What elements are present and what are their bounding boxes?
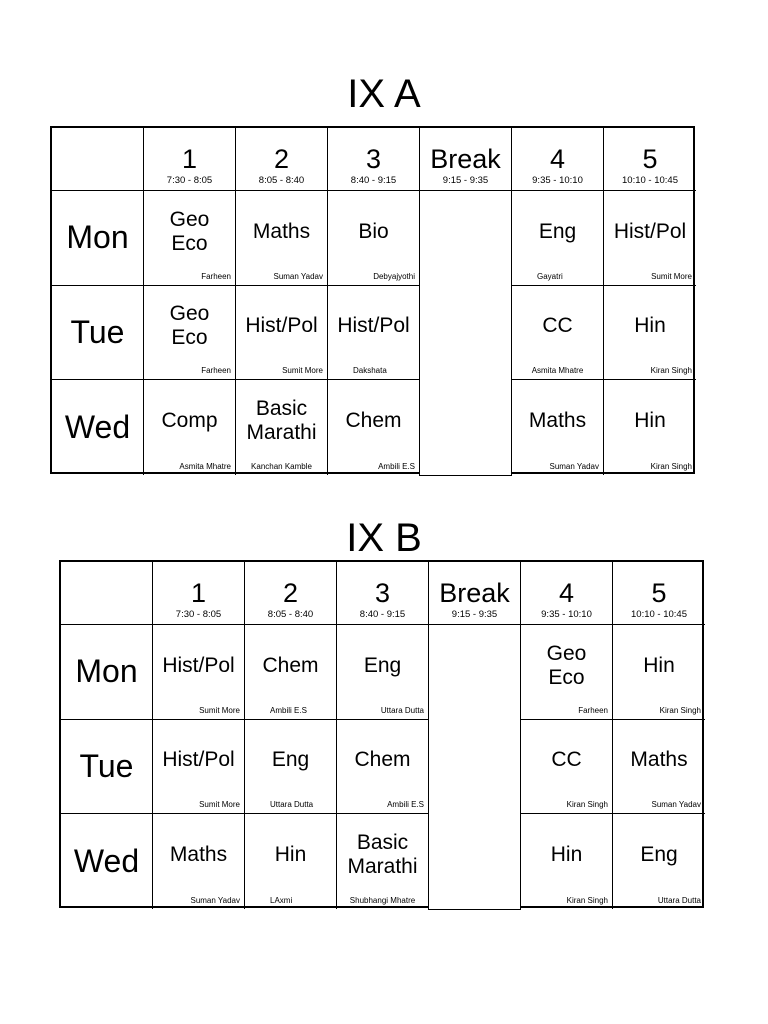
period-time: 9:35 - 10:10 [541,609,592,620]
class-title: IX A [347,72,421,116]
teacher-name: Farheen [578,705,608,715]
subject-name: Hin [634,409,666,433]
subject-name: Hist/Pol [245,314,318,338]
day-cell [52,286,144,381]
lesson-cell [144,286,236,381]
subject-name: Hin [634,314,666,338]
lesson-cell [521,625,613,720]
teacher-name: Suman Yadav [549,461,599,471]
lesson-cell [604,286,696,381]
subject-name: Hist/Pol [613,219,687,243]
teacher-name: Asmita Mhatre [531,366,584,375]
day-cell [61,720,153,815]
subject-name: Geo Eco [169,302,210,350]
header-break-cell [420,128,512,191]
period-number: 3 [374,578,391,608]
day-label: Tue [70,313,125,350]
teacher-name: Sumit More [199,705,240,715]
period-time: 8:40 - 9:15 [359,609,406,620]
subject-name: Geo Eco [169,207,210,255]
lesson-cell [337,814,429,909]
header-period-cell [144,128,236,191]
subject-name: Eng [363,653,402,677]
subject-name: CC [542,314,573,338]
break-column [428,625,521,910]
period-time: 7:30 - 8:05 [166,175,213,186]
teacher-name: Uttara Dutta [657,895,701,905]
teacher-name: Dakshata [353,366,387,375]
lesson-cell [144,191,236,286]
teacher-name: Debyajyothi [373,271,415,281]
header-period-cell [613,562,705,625]
period-time: 8:05 - 8:40 [258,175,305,186]
teacher-name: Uttara Dutta [380,705,424,715]
lesson-cell [512,191,604,286]
subject-name: Chem [354,748,411,772]
period-number: 3 [365,144,382,174]
subject-name: Hist/Pol [162,748,235,772]
teacher-name: Uttara Dutta [270,800,314,809]
teacher-name: Kanchan Kamble [251,461,312,471]
header-period-cell [512,128,604,191]
teacher-name: Suman Yadav [190,895,240,905]
subject-name: CC [551,748,582,772]
subject-name: Basic Marathi [347,831,418,879]
lesson-cell [236,380,328,475]
header-period-cell [236,128,328,191]
lesson-cell [521,814,613,909]
subject-name: Hin [274,843,307,867]
teacher-name: Ambili E.S [378,461,415,471]
period-number: 5 [642,144,658,174]
day-label: Mon [75,653,138,690]
subject-name: Geo Eco [546,641,587,689]
lesson-cell [144,380,236,475]
subject-name: Chem [345,409,402,433]
header-period-cell [245,562,337,625]
subject-name: Maths [169,843,228,867]
lesson-cell [153,625,245,720]
lesson-cell [153,814,245,909]
day-cell [61,814,153,909]
lesson-cell [613,814,705,909]
lesson-cell [604,380,696,475]
period-number: Break [439,578,510,608]
subject-name: Hin [643,653,675,677]
header-corner-cell [52,128,144,191]
subject-name: Maths [630,748,688,772]
lesson-cell [245,625,337,720]
header-period-cell [521,562,613,625]
lesson-cell [328,286,420,381]
teacher-name: Sumit More [282,366,323,375]
period-number: 4 [549,144,566,174]
teacher-name: Kiran Singh [650,366,692,375]
teacher-name: Asmita Mhatre [179,461,231,471]
lesson-cell [245,720,337,815]
header-period-cell [328,128,420,191]
teacher-name: LAxmi [270,895,293,905]
day-cell [61,625,153,720]
timetable-grid [59,560,704,908]
subject-name: Hin [550,843,583,867]
period-time: 7:30 - 8:05 [175,609,222,620]
class-title: IX B [346,516,422,560]
day-cell [52,380,144,475]
period-number: Break [430,144,501,174]
header-period-cell [337,562,429,625]
subject-name: Hist/Pol [337,314,410,338]
period-time: 9:35 - 10:10 [532,175,583,186]
teacher-name: Sumit More [651,271,692,281]
lesson-cell [328,191,420,286]
teacher-name: Kiran Singh [659,705,701,715]
teacher-name: Gayatri [537,271,563,281]
lesson-cell [245,814,337,909]
period-time: 8:40 - 9:15 [350,175,397,186]
lesson-cell [337,720,429,815]
subject-name: Basic Marathi [246,397,317,445]
lesson-cell [512,380,604,475]
period-time: 8:05 - 8:40 [267,609,314,620]
teacher-name: Ambili E.S [270,705,307,715]
period-time: 10:10 - 10:45 [631,609,687,620]
header-period-cell [153,562,245,625]
day-label: Wed [64,408,131,445]
lesson-cell [521,720,613,815]
day-cell [52,191,144,286]
subject-name: Maths [252,219,311,243]
subject-name: Bio [358,219,389,243]
subject-name: Comp [161,409,218,433]
teacher-name: Sumit More [199,800,240,809]
teacher-name: Farheen [201,271,231,281]
period-number: 2 [282,578,299,608]
subject-name: Hist/Pol [162,653,235,677]
period-time: 9:15 - 9:35 [442,175,489,186]
period-time: 10:10 - 10:45 [622,175,678,186]
subject-name: Chem [262,653,319,677]
header-corner-cell [61,562,153,625]
teacher-name: Kiran Singh [650,461,692,471]
teacher-name: Farheen [201,366,231,375]
header-period-cell [604,128,696,191]
lesson-cell [236,286,328,381]
break-column [419,191,512,476]
teacher-name: Suman Yadav [273,271,323,281]
day-label: Tue [79,747,134,784]
day-label: Mon [66,219,129,256]
timetable-grid [50,126,695,474]
teacher-name: Shubhangi Mhatre [349,895,416,905]
lesson-cell [604,191,696,286]
period-number: 2 [273,144,290,174]
lesson-cell [512,286,604,381]
teacher-name: Suman Yadav [651,800,701,809]
lesson-cell [153,720,245,815]
teacher-name: Kiran Singh [566,895,608,905]
day-label: Wed [73,842,140,879]
period-number: 1 [190,578,207,608]
header-break-cell [429,562,521,625]
lesson-cell [236,191,328,286]
period-number: 1 [181,144,198,174]
teacher-name: Kiran Singh [566,800,608,809]
lesson-cell [613,720,705,815]
period-time: 9:15 - 9:35 [451,609,498,620]
subject-name: Eng [271,748,310,772]
period-number: 5 [651,578,667,608]
lesson-cell [337,625,429,720]
teacher-name: Ambili E.S [387,800,424,809]
lesson-cell [328,380,420,475]
subject-name: Eng [640,843,678,867]
subject-name: Maths [528,409,587,433]
lesson-cell [613,625,705,720]
subject-name: Eng [538,219,577,243]
period-number: 4 [558,578,575,608]
